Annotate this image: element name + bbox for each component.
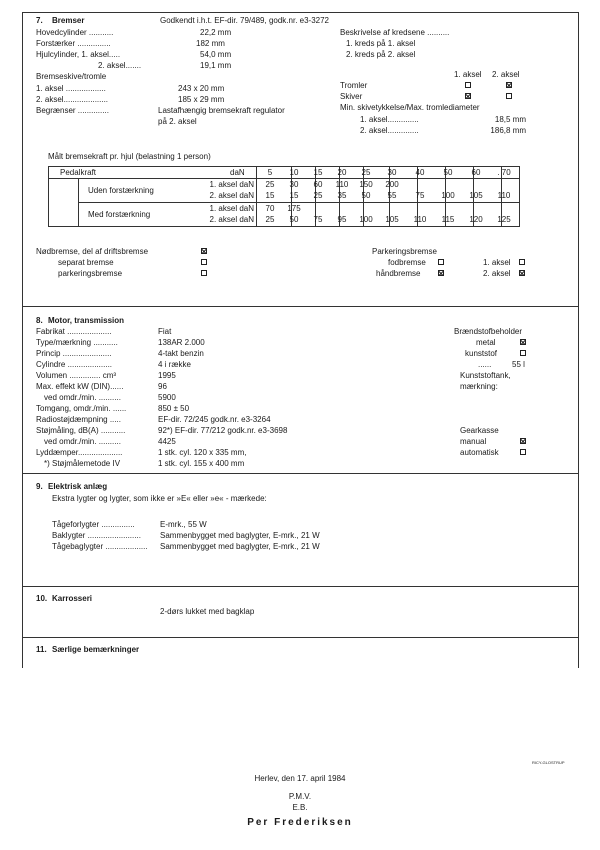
table-cell: 30 xyxy=(289,180,299,189)
parking-foot-checkbox[interactable] xyxy=(438,259,444,265)
fuel-metal-checkbox[interactable] xyxy=(520,339,526,345)
place-date: Herlev, den 17. april 1984 xyxy=(254,774,346,783)
motor-row-label: ved omdr./min. .......... xyxy=(44,393,121,402)
divider-11 xyxy=(22,637,579,638)
table-cell: 50 xyxy=(361,191,371,200)
drum-axle2-checkbox[interactable] xyxy=(506,82,512,88)
table-col-header: 40 xyxy=(415,168,425,177)
motor-row-label: *) Støjmålemetode IV xyxy=(44,459,121,468)
motor-row-value: 138AR 2.000 xyxy=(158,338,205,347)
circuit-title: Beskrivelse af kredsene .......... xyxy=(340,28,450,37)
table-cell: 100 xyxy=(441,191,455,200)
section-9-number: 9. xyxy=(36,482,43,491)
table-col-header: 60 xyxy=(471,168,481,177)
table-cell: 15 xyxy=(265,191,275,200)
brake-approval: Godkendt i.h.t. EF-dir. 79/489, godk.nr. e3-3272 xyxy=(160,16,329,25)
parking-hand-label: håndbremse xyxy=(376,269,421,278)
table-cell: 120 xyxy=(469,215,483,224)
booster-label: Forstærker ............... xyxy=(36,39,111,48)
row-label: 1. aksel daN xyxy=(209,180,254,189)
table-cell: 15 xyxy=(289,191,299,200)
motor-row-label: Støjmåling, dB(A) ........... xyxy=(36,426,126,435)
frame-top xyxy=(22,12,579,13)
section-11-number: 11. xyxy=(36,645,47,654)
gearbox-auto-label: automatisk xyxy=(460,448,499,457)
wheel-cylinder-label: Hjulcylinder, 1. aksel..... xyxy=(36,50,121,59)
table-cell: 125 xyxy=(497,215,511,224)
wheel-cylinder-2-value: 19,1 mm xyxy=(200,61,232,70)
signature-line-1: P.M.V. xyxy=(288,792,312,801)
parking-axle1-label: 1. aksel xyxy=(483,258,511,267)
motor-row-value: 1 stk. cyl. 155 x 400 mm xyxy=(158,459,245,468)
table-col-header: 15 xyxy=(313,168,323,177)
pedal-force-label: Pedalkraft xyxy=(60,168,97,177)
disc-label: Skiver xyxy=(340,92,363,101)
limiter-value-1: Lastafhængig bremsekraft regulator xyxy=(158,106,285,115)
table-col-header: 5 xyxy=(267,168,273,177)
fuel-metal-label: metal xyxy=(476,338,496,347)
row-label: 2. aksel daN xyxy=(209,215,254,224)
min-axle1-label: 1. aksel.............. xyxy=(360,115,419,124)
table-cell: 25 xyxy=(313,191,323,200)
disc-axle1-label: 1. aksel .................. xyxy=(36,84,106,93)
motor-row-label: Fabrikat .................... xyxy=(36,327,112,336)
master-cylinder-value: 22,2 mm xyxy=(200,28,232,37)
fog-rear-label: Tågebaglygter ................... xyxy=(52,542,148,551)
min-axle2-label: 2. aksel.............. xyxy=(360,126,419,135)
fuel-tank-title: Brændstofbeholder xyxy=(454,327,523,336)
circuit-1: 1. kreds på 1. aksel xyxy=(346,39,416,48)
parking-title: Parkeringsbremse xyxy=(372,247,437,256)
section-8-number: 8. xyxy=(36,316,43,325)
section-8-title: Motor, transmission xyxy=(48,316,125,325)
motor-row-value: EF-dir. 72/245 godk.nr. e3-3264 xyxy=(158,415,271,424)
emergency-separate-checkbox[interactable] xyxy=(201,259,207,265)
motor-row-label: Tomgang, omdr./min. ...... xyxy=(36,404,127,413)
motor-row-value: 92*) EF-dir. 77/212 godk.nr. e3-3698 xyxy=(158,426,288,435)
parking-axle2-checkbox[interactable] xyxy=(519,270,525,276)
min-thickness-title: Min. skivetykkelse/Max. tromlediameter xyxy=(340,103,480,112)
motor-row-label: Lyddæmper.................... xyxy=(36,448,123,457)
motor-row-label: Volumen .............. cm³ xyxy=(36,371,117,380)
limiter-value-2: på 2. aksel xyxy=(158,117,197,126)
fuel-plastic-checkbox[interactable] xyxy=(520,350,526,356)
motor-row-label: Max. effekt kW (DIN)...... xyxy=(36,382,124,391)
motor-row-value: 4-takt benzin xyxy=(158,349,204,358)
table-cell: 100 xyxy=(359,215,373,224)
section-9-title: Elektrisk anlæg xyxy=(48,482,108,491)
table-cell: 25 xyxy=(265,180,275,189)
parking-foot-label: fodbremse xyxy=(388,258,426,267)
table-col-header: 50 xyxy=(443,168,453,177)
motor-row-value: Fiat xyxy=(158,327,172,336)
disc-axle1-value: 243 x 20 mm xyxy=(178,84,225,93)
table-cell: 75 xyxy=(415,191,425,200)
table-cell: 105 xyxy=(385,215,399,224)
motor-row-label: ved omdr./min. .......... xyxy=(44,437,121,446)
signatory-name: Per Frederiksen xyxy=(247,817,353,828)
gearbox-manual-checkbox[interactable] xyxy=(520,438,526,444)
table-cell: 105 xyxy=(469,191,483,200)
table-cell: 200 xyxy=(385,180,399,189)
reverse-light-label: Baklygter ........................ xyxy=(52,531,141,540)
frame-right xyxy=(578,12,579,668)
section-10-title: Karrosseri xyxy=(52,594,93,603)
section-7-number: 7. xyxy=(36,16,43,25)
motor-row-label: Type/mærkning ........... xyxy=(36,338,118,347)
table-col-header: . 70 xyxy=(497,168,511,177)
printer-mark: RICY-GLOSTRUP xyxy=(532,760,565,765)
motor-row-value: 850 ± 50 xyxy=(158,404,190,413)
disc-axle2-value: 185 x 29 mm xyxy=(178,95,225,104)
parking-hand-checkbox[interactable] xyxy=(438,270,444,276)
motor-row-value: 4425 xyxy=(158,437,176,446)
master-cylinder-label: Hovedcylinder ........... xyxy=(36,28,114,37)
emergency-separate-label: separat bremse xyxy=(58,258,114,267)
table-col-header: 25 xyxy=(361,168,371,177)
gearbox-auto-checkbox[interactable] xyxy=(520,449,526,455)
wheel-cylinder-2-label: 2. aksel....... xyxy=(98,61,142,70)
divider-9 xyxy=(22,473,579,474)
disc-axle1-checkbox[interactable] xyxy=(465,93,471,99)
divider-10 xyxy=(22,586,579,587)
table-cell: 175 xyxy=(287,204,301,213)
section-9-intro: Ekstra lygter og lygter, som ikke er »E« eller »e« - mærkede: xyxy=(52,494,267,503)
drum-label: Tromler xyxy=(340,81,368,90)
divider-8 xyxy=(22,306,579,307)
with-booster-label: Med forstærkning xyxy=(88,210,151,219)
signature-line-2: E.B. xyxy=(292,803,308,812)
axle1-header: 1. aksel xyxy=(454,70,482,79)
section-10-number: 10. xyxy=(36,594,48,603)
gearbox-title: Gearkasse xyxy=(460,426,499,435)
row-label: 2. aksel daN xyxy=(209,191,254,200)
fuel-volume: 55 l xyxy=(512,360,525,369)
min-axle2-value: 186,8 mm xyxy=(490,126,526,135)
min-axle1-value: 18,5 mm xyxy=(494,115,526,124)
table-cell: 95 xyxy=(337,215,347,224)
disc-axle2-label: 2. aksel.................... xyxy=(36,95,109,104)
table-col-header: 20 xyxy=(337,168,347,177)
motor-row-value: 1 stk. cyl. 120 x 335 mm, xyxy=(158,448,247,457)
table-col-header: 10 xyxy=(289,168,299,177)
table-cell: 70 xyxy=(265,204,275,213)
emergency-title: Nødbremse, del af driftsbremse xyxy=(36,247,149,256)
table-cell: 110 xyxy=(497,191,511,200)
drum-axle1-checkbox[interactable] xyxy=(465,82,471,88)
fuel-volume-dots: ...... xyxy=(478,360,492,369)
section-7-title: Bremser xyxy=(52,16,85,25)
row-label: 1. aksel daN xyxy=(209,204,254,213)
disc-axle2-checkbox[interactable] xyxy=(506,93,512,99)
emergency-service-checkbox[interactable] xyxy=(201,248,207,254)
table-cell: 55 xyxy=(387,191,397,200)
table-cell: 75 xyxy=(313,215,323,224)
table-cell: 50 xyxy=(289,215,299,224)
table-cell: 25 xyxy=(265,215,275,224)
fog-rear-value: Sammenbygget med baglygter, E-mrk., 21 W xyxy=(160,542,320,551)
motor-row-value: 96 xyxy=(158,382,167,391)
motor-row-label: Cylindre .................... xyxy=(36,360,113,369)
emergency-park-label: parkeringsbremse xyxy=(58,269,123,278)
circuit-2: 2. kreds på 2. aksel xyxy=(346,50,416,59)
parking-axle2-label: 2. aksel xyxy=(483,269,511,278)
without-booster-label: Uden forstærkning xyxy=(88,186,154,195)
motor-row-value: 1995 xyxy=(158,371,176,380)
motor-row-value: 5900 xyxy=(158,393,176,402)
emergency-park-checkbox[interactable] xyxy=(201,270,207,276)
frame-left xyxy=(22,12,23,668)
table-cell: 35 xyxy=(337,191,347,200)
gearbox-manual-label: manual xyxy=(460,437,487,446)
axle2-header: 2. aksel xyxy=(492,70,520,79)
booster-value: 182 mm xyxy=(196,39,225,48)
fog-front-value: E-mrk., 55 W xyxy=(160,520,207,529)
wheel-cylinder-value: 54,0 mm xyxy=(200,50,232,59)
limiter-label: Begrænser .............. xyxy=(36,106,109,115)
fog-front-label: Tågeforlygter ............... xyxy=(52,520,135,529)
measured-force-title: Målt bremsekraft pr. hjul (belastning 1 person) xyxy=(48,152,211,161)
parking-axle1-checkbox[interactable] xyxy=(519,259,525,265)
body-type: 2-dørs lukket med bagklap xyxy=(160,607,255,616)
table-cell: 150 xyxy=(359,180,373,189)
disc-drum-title: Bremseskive/tromle xyxy=(36,72,107,81)
unit-label: daN xyxy=(230,168,245,177)
table-cell: 110 xyxy=(335,180,349,189)
fuel-marking-1: Kunststoftank, xyxy=(460,371,511,380)
motor-row-label: Princip ...................... xyxy=(36,349,112,358)
table-cell: 110 xyxy=(413,215,427,224)
table-cell: 115 xyxy=(441,215,455,224)
table-cell: 60 xyxy=(313,180,323,189)
motor-row-label: Radiostøjdæmpning ..... xyxy=(36,415,121,424)
reverse-light-value: Sammenbygget med baglygter, E-mrk., 21 W xyxy=(160,531,320,540)
table-col-header: 30 xyxy=(387,168,397,177)
section-11-title: Særlige bemærkninger xyxy=(52,645,140,654)
motor-row-value: 4 i række xyxy=(158,360,191,369)
fuel-plastic-label: kunststof xyxy=(465,349,498,358)
fuel-marking-2: mærkning: xyxy=(460,382,498,391)
